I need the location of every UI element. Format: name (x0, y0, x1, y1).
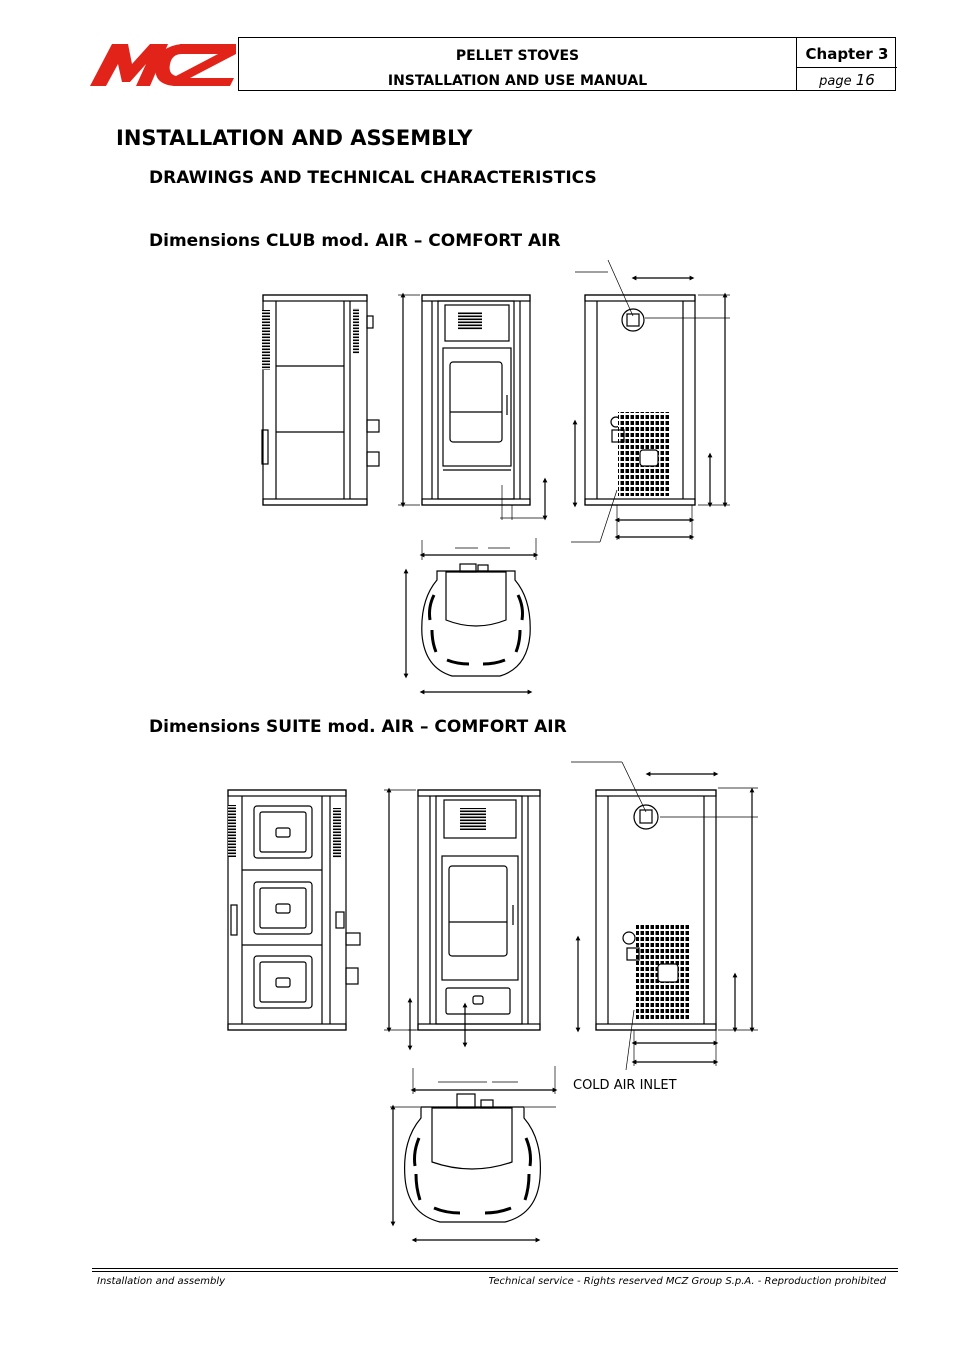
suite-dimensions-title: Dimensions SUITE mod. AIR – COMFORT AIR (149, 717, 567, 737)
footer-rule-top (92, 1268, 898, 1269)
club-front-view (398, 295, 545, 520)
footer-section-label: Installation and assembly (97, 1276, 226, 1287)
footer-copyright: Technical service - Rights reserved MCZ Group S.p.A. - Reproduction prohibited (488, 1276, 886, 1287)
club-side-view (262, 295, 379, 505)
page-number-value: 16 (855, 71, 875, 89)
footer-rule-bottom (92, 1271, 898, 1272)
suite-back-view (571, 762, 758, 1070)
cold-air-inlet-label: COLD AIR INLET (573, 1078, 677, 1093)
suite-top-view (390, 1066, 556, 1240)
product-title: PELLET STOVES (455, 48, 580, 64)
club-dimensions-title: Dimensions CLUB mod. AIR – COMFORT AIR (149, 231, 561, 251)
club-top-view (406, 538, 536, 692)
page-label: page (819, 74, 852, 89)
suite-side-view (228, 790, 360, 1030)
section-title: INSTALLATION AND ASSEMBLY (116, 126, 473, 150)
chapter-label: Chapter 3 (797, 38, 897, 68)
club-back-view (571, 260, 730, 542)
subsection-title: DRAWINGS AND TECHNICAL CHARACTERISTICS (149, 168, 597, 188)
suite-front-view (384, 790, 540, 1048)
manual-title: INSTALLATION AND USE MANUAL (387, 73, 648, 89)
